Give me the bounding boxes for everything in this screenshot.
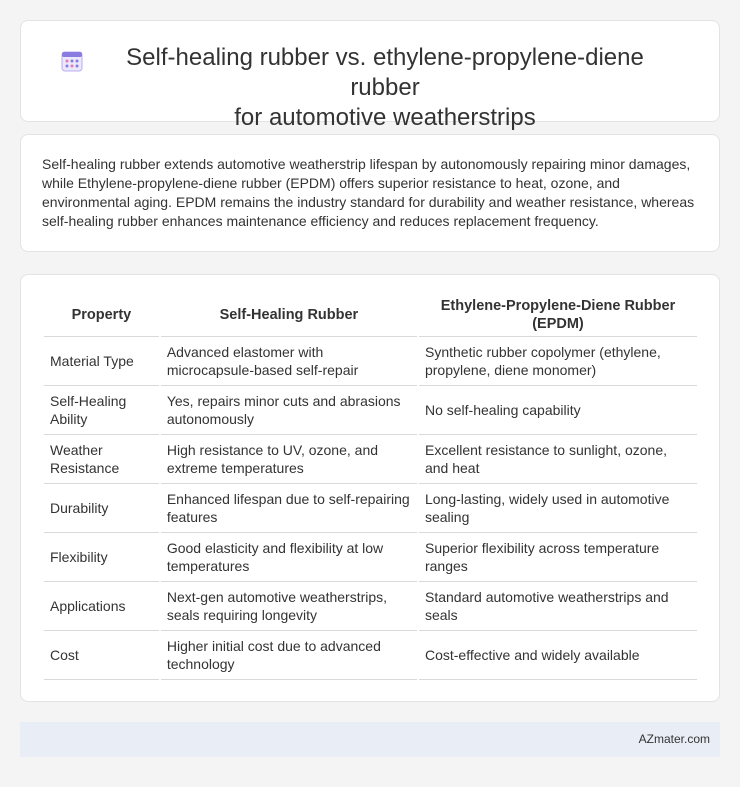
- table-row: [44, 533, 697, 582]
- table-row: [44, 337, 697, 386]
- table-row: [44, 435, 697, 484]
- comparison-table-card: [20, 274, 720, 702]
- cell-epdm: Excellent resistance to sunlight, ozone, and heat: [419, 435, 697, 484]
- cell-self-healing: Higher initial cost due to advanced technology: [161, 631, 417, 680]
- cell-epdm: Cost-effective and widely available: [419, 631, 697, 680]
- cell-property: Durability: [44, 484, 159, 533]
- cell-property: Applications: [44, 582, 159, 631]
- title-card: [20, 20, 720, 131]
- summary-card: [20, 134, 720, 252]
- header-property: Property: [44, 293, 159, 337]
- table-row: [44, 386, 697, 435]
- page-title-line1: Self-healing rubber vs. ethylene-propylene-diene rubber: [126, 44, 644, 101]
- page-title-line2: for automotive weatherstrips: [234, 104, 536, 131]
- cell-epdm: Synthetic rubber copolymer (ethylene, propylene, diene monomer): [419, 337, 697, 386]
- cell-self-healing: Yes, repairs minor cuts and abrasions autonomously: [161, 386, 417, 435]
- cell-self-healing: High resistance to UV, ozone, and extreme temperatures: [161, 435, 417, 484]
- cell-epdm: Standard automotive weatherstrips and seals: [419, 582, 697, 631]
- table-header-row: [44, 293, 697, 337]
- header-epdm: Ethylene-Propylene-Diene Rubber (EPDM): [419, 293, 697, 337]
- page-title: [61, 43, 679, 133]
- calendar-grid-icon: [61, 50, 83, 72]
- cell-epdm: No self-healing capability: [419, 386, 697, 435]
- comparison-table: [42, 293, 699, 680]
- cell-self-healing: Advanced elastomer with microcapsule-based self-repair: [161, 337, 417, 386]
- footer-bar: [20, 722, 720, 757]
- footer-site-link[interactable]: AZmater.com: [638, 732, 710, 746]
- table-row: [44, 631, 697, 680]
- cell-self-healing: Good elasticity and flexibility at low temperatures: [161, 533, 417, 582]
- cell-self-healing: Enhanced lifespan due to self-repairing features: [161, 484, 417, 533]
- summary-text: Self-healing rubber extends automotive weatherstrip lifespan by autonomously repairing minor damages, while Ethylene-propylene-diene rubber (EPDM) offers superior resistance to heat, ozone, and environmental aging. EPDM remains the industry standard for durability and weather resistance, whereas self-healing rubber enhances maintenance efficiency and reduces replacement frequency.: [42, 156, 695, 229]
- header-self-healing: Self-Healing Rubber: [161, 293, 417, 337]
- table-row: [44, 582, 697, 631]
- cell-epdm: Long-lasting, widely used in automotive sealing: [419, 484, 697, 533]
- cell-property: Self-Healing Ability: [44, 386, 159, 435]
- cell-property: Material Type: [44, 337, 159, 386]
- title-wrap: [21, 43, 719, 133]
- cell-epdm: Superior flexibility across temperature ranges: [419, 533, 697, 582]
- table-row: [44, 484, 697, 533]
- cell-self-healing: Next-gen automotive weatherstrips, seals requiring longevity: [161, 582, 417, 631]
- cell-property: Cost: [44, 631, 159, 680]
- cell-property: Weather Resistance: [44, 435, 159, 484]
- cell-property: Flexibility: [44, 533, 159, 582]
